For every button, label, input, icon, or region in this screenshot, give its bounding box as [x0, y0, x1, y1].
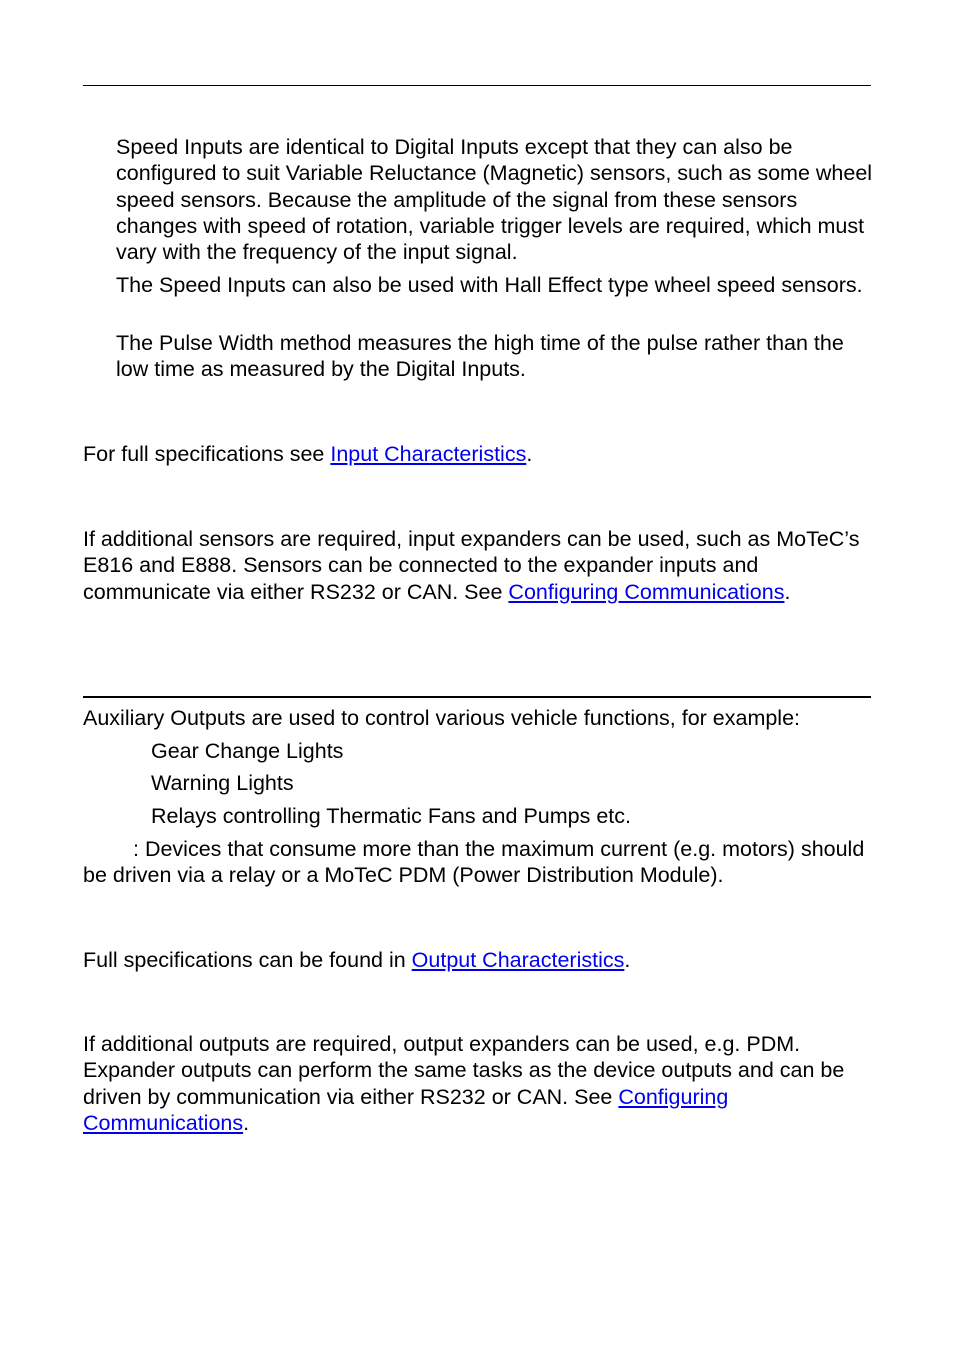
- speed-inputs-paragraph-3: The Pulse Width method measures the high time of the pulse rather than the low time as measured by the Digital Inputs.: [116, 331, 844, 382]
- header-rule: [83, 85, 871, 86]
- output-characteristics-link[interactable]: Output Characteristics: [411, 948, 625, 972]
- output-expanders-paragraph: [83, 1031, 873, 1136]
- input-expanders-end: .: [784, 579, 791, 604]
- aux-output-item: Warning Lights: [151, 771, 294, 795]
- input-specs-text: For full specifications see: [83, 442, 331, 466]
- output-specs-text: Full specifications can be found in: [83, 948, 412, 972]
- input-expanders-paragraph: [83, 526, 873, 605]
- output-expanders-end: .: [243, 1110, 250, 1135]
- output-specs-paragraph: [83, 947, 873, 973]
- aux-outputs-intro: Auxiliary Outputs are used to control various vehicle functions, for example:: [83, 706, 801, 730]
- input-specs-paragraph: [83, 441, 873, 467]
- configuring-communications-link-1[interactable]: Configuring Communications: [508, 579, 785, 604]
- aux-output-item: Gear Change Lights: [151, 739, 344, 763]
- input-expanders-text: If additional sensors are required, input expanders can be used, such as MoTeC’s E816 and E888. Sensors can be connected to the expander inputs and communicate via either RS232 or CAN. See: [83, 527, 860, 604]
- output-expanders-text: If additional outputs are required, output expanders can be used, e.g. PDM. Expander outputs can perform the same tasks as the device outputs and can be driven by communication via either RS232 or CAN. See: [83, 1032, 845, 1109]
- speed-inputs-paragraph-1: Speed Inputs are identical to Digital Inputs except that they can also be configured to suit Variable Reluctance (Magnetic) sensors, such as some wheel speed sensors. Because the amplitude of the signal from these sensors changes with speed of rotation, variable trigger levels are required, which must vary with the frequency of the input signal.: [116, 135, 873, 265]
- output-specs-end: .: [624, 948, 631, 972]
- speed-inputs-paragraph-2: The Speed Inputs can also be used with Hall Effect type wheel speed sensors.: [116, 273, 863, 297]
- section-rule: [83, 696, 871, 698]
- input-specs-end: .: [526, 442, 533, 466]
- aux-output-item: Relays controlling Thermatic Fans and Pumps etc.: [151, 804, 631, 828]
- input-characteristics-link[interactable]: Input Characteristics: [330, 442, 527, 466]
- configuring-communications-link-2[interactable]: Configuring Communications: [83, 1084, 729, 1135]
- aux-outputs-note: : Devices that consume more than the maximum current (e.g. motors) should be driven via a relay or a MoTeC PDM (Power Distribution Module).: [83, 837, 865, 888]
